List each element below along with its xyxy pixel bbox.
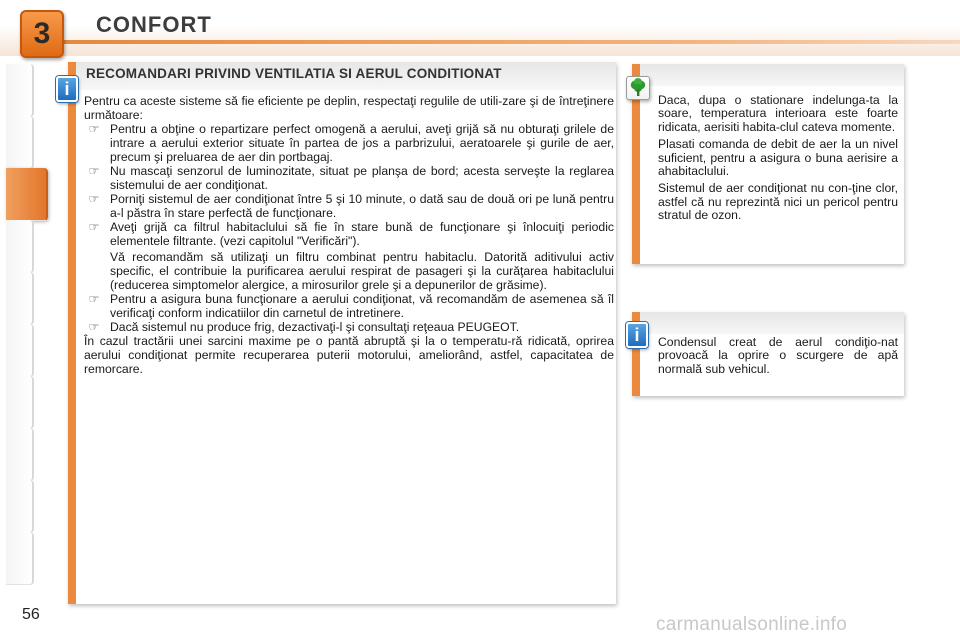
eco-paragraph: Sistemul de aer condiţionat nu con-ţine clor, astfel că nu reprezintă nici un pericol pentru stratul de ozon.: [658, 181, 898, 223]
recommendation-list-continued: [84, 292, 614, 334]
list-item: ☞ Porniţi sistemul de aer condiţionat între 5 şi 10 minute, o dată sau de două ori pe lună pentru a-l păstra în stare perfectă de funcţionare.: [84, 192, 614, 220]
chapter-tab[interactable]: [6, 64, 34, 117]
list-item: ☞ Nu mascaţi senzorul de luminozitate, situat pe planşa de bord; acesta serveşte la reglarea sistemului de aer condiţionat.: [84, 164, 614, 192]
chapter-tab[interactable]: [6, 324, 34, 377]
panel-title-band: [640, 64, 904, 86]
closing-text: În cazul tractării unei sarcini maxime pe o pantă abruptă şi la o temperatu-ră ridicată, oprirea aerului condiţionat permite recuperarea puterii motorului, ameliorând, astfel, capacitatea de remorcare.: [84, 334, 614, 376]
chapter-tab[interactable]: [6, 272, 34, 325]
recommendations-panel: [68, 62, 616, 604]
filter-note: Vă recomandăm să utilizaţi un filtru combinat pentru habitaclu. Datorită aditivului activ specific, el contribuie la purificarea aerului respirat de pasageri şi la curăţarea habitaclului (reducerea simptomelor alergice, a mirosurilor grele şi a depunerilor de grăsime).: [110, 250, 614, 292]
condensation-text: [658, 336, 898, 380]
chapter-badge: 3: [20, 10, 64, 58]
list-item: ☞ Pentru a obţine o repartizare perfect omogenă a aerului, aveţi grijă să nu obturaţi grilele de intrare a aerului exterior situate în partea de jos a parbrizului, aeratoarele şi gurile de aer, precum şi preluarea de aer din portbagaj.: [84, 122, 614, 164]
panel-title-band: [640, 312, 904, 334]
eco-panel: [632, 64, 904, 264]
info-paragraph: Condensul creat de aerul condiţio-nat provoacă la oprire o scurgere de apă normală sub vehicul.: [658, 335, 898, 376]
chapter-tab[interactable]: [6, 376, 34, 429]
pointing-hand-icon: ☞: [88, 220, 100, 234]
eco-paragraph: Plasati comanda de debit de aer la un nivel suficient, pentru a asigura o buna aerisire a ahabitaclului.: [658, 137, 898, 179]
chapter-tabs: [0, 64, 50, 576]
eco-paragraph: Daca, dupa o stationare indelunga-ta la soare, temperatura interioara este foarte ridicata, aerisiti habita-clul cateva momente.: [658, 93, 898, 134]
page-number: 56: [22, 606, 40, 623]
pointing-hand-icon: ☞: [88, 122, 100, 136]
pointing-hand-icon: ☞: [88, 192, 100, 206]
list-item: ☞ Pentru a asigura buna funcţionare a aerului condiţionat, vă recomandăm de asemenea să îl verificaţi conform indicatiilor din carnetul de intretinere.: [84, 292, 614, 320]
page-title: CONFORT: [96, 12, 212, 37]
header-stripe: [60, 40, 960, 44]
panel-title: RECOMANDARI PRIVIND VENTILATIA SI AERUL CONDITIONAT: [86, 66, 502, 81]
chapter-tab[interactable]: [6, 480, 34, 533]
eco-text: [658, 94, 898, 227]
pointing-hand-icon: ☞: [88, 164, 100, 178]
chapter-tab[interactable]: [6, 116, 34, 169]
list-item: ☞ Dacă sistemul nu produce frig, dezactivaţi-l şi consultaţi reţeaua PEUGEOT.: [84, 320, 614, 334]
pointing-hand-icon: ☞: [88, 320, 100, 334]
condensation-info-panel: [632, 312, 904, 396]
tree-icon-graphic: [627, 77, 649, 99]
intro-text: Pentru ca aceste sisteme să fie eficiente pe deplin, respectaţi regulile de utili-zare şi de întreţinere următoare:: [84, 94, 614, 122]
tree-icon: [626, 76, 650, 100]
recommendation-list: [84, 122, 614, 248]
info-icon: i: [56, 76, 78, 102]
pointing-hand-icon: ☞: [88, 292, 100, 306]
chapter-tab-active[interactable]: [6, 168, 48, 221]
chapter-tab[interactable]: [6, 428, 34, 481]
list-item: ☞ Aveţi grijă ca filtrul habitaclului să fie în stare bună de funcţionare şi înlocuiţi periodic elementele filtrante. (vezi capitolul "Verificări").: [84, 220, 614, 248]
chapter-tab[interactable]: [6, 220, 34, 273]
chapter-tab[interactable]: [6, 532, 34, 585]
watermark: carmanualsonline.info: [656, 614, 848, 635]
panel-body: [84, 94, 614, 376]
info-icon: i: [626, 322, 648, 348]
